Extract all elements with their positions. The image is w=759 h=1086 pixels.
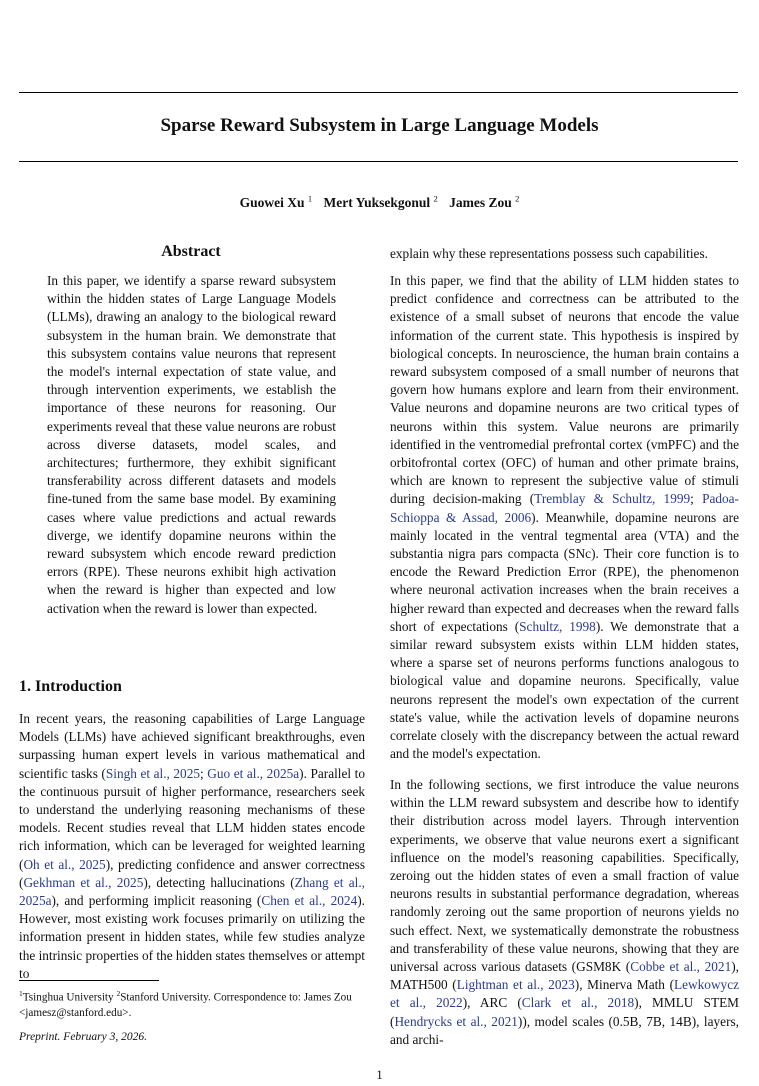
citation-link[interactable]: Padoa-Schioppa & Assad, 2006 bbox=[390, 491, 739, 525]
citation-link[interactable]: Guo et al., 2025a bbox=[207, 765, 300, 781]
citation-link[interactable]: Hendrycks et al., 2021 bbox=[394, 1013, 518, 1029]
abstract-text: In this paper, we identify a sparse reward subsystem within the hidden states of Large Language Models (LLMs), drawing an analogy to the biological reward subsystem in the human brain. We demonstrate that this subsystem contains value neurons that represent the model's internal expectation of state value, and through intervention experiments, we establish the importance of these neurons for reasoning. Our experiments reveal that these value neurons are robust across diverse datasets, model scales, and architectures; furthermore, they exhibit significant transferability across different datasets and models fine-tuned from the same base model. By examining cases where value predictions and actual rewards diverge, we identify dopamine neurons within the reward subsystem which encode reward prediction errors (RPE). These neurons exhibit high activation when the reward is higher than expected and low activation when the reward is lower than expected. bbox=[47, 273, 336, 616]
paper-title: Sparse Reward Subsystem in Large Language Models bbox=[160, 115, 599, 136]
abstract-heading: Abstract bbox=[161, 243, 221, 260]
citation-link[interactable]: Lightman et al., 2023 bbox=[456, 977, 575, 993]
citation-link[interactable]: Gekhman et al., 2025 bbox=[23, 874, 144, 890]
citation-link[interactable]: Lewkowycz et al., 2022 bbox=[390, 977, 739, 1011]
citation-link[interactable]: Chen et al., 2024 bbox=[261, 893, 358, 909]
author-2: Mert Yuksekgonul $^2$ bbox=[323, 193, 438, 210]
citation-link[interactable]: Cobbe et al., 2021 bbox=[630, 959, 732, 975]
citation-link[interactable]: Schultz, 1998 bbox=[519, 618, 596, 634]
introduction-heading: 1. Introduction bbox=[19, 678, 122, 695]
citation-link[interactable]: Zhang et al., 2025a bbox=[19, 874, 365, 909]
introduction-paragraph-2: In this paper, we find that the ability of LLM hidden states to predict confidence and correctness can be attributed to the existence of a small subset of neurons that encode the value information of the current state. This hypothesis is inspired by biological concepts. In neuroscience, the human brain contains a reward subsystem composed of a small number of neurons that govern how humans explore and learn from their environment. Value neurons and dopamine neurons are two critical types of neurons within this system. Value neurons are primarily identified in the ventromedial prefrontal cortex (vmPFC) and the orbitofrontal cortex (OFC) of human and other primate brains, which are known to represent the subjective value of stimuli during decision-making (Tremblay & Schultz, 1999; Padoa-Schioppa & Assad, 2006). Meanwhile, dopamine neurons are mainly located in the ventral tegmental area (VTA) and the substantia nigra pars compacta (SNc). Their core function is to encode the Reward Prediction Error (RPE), the phenomenon where neuronal activation increases when the brain receives a higher reward than expected and decreases when the reward falls short of expectations (Schultz, 1998). We demonstrate that a similar reward subsystem exists within LLM hidden states, where a sparse set of neurons performs functions analogous to biological value and dopamine neurons. Specifically, value neurons represent the model's own expectation of the current state's value, while the activation levels of dopamine neurons correlate closely with the discrepancy between the actual reward and the model's expectation. bbox=[390, 273, 739, 762]
author-3: James Zou $^2$ bbox=[449, 193, 520, 210]
author-1: Guowei Xu $^1$ bbox=[239, 193, 313, 210]
citation-link[interactable]: Tremblay & Schultz, 1999 bbox=[534, 491, 691, 507]
footnote-rule bbox=[19, 980, 159, 981]
author-list bbox=[0, 193, 759, 211]
citation-link[interactable]: Oh et al., 2025 bbox=[23, 856, 106, 872]
preprint-notice: Preprint. February 3, 2026. bbox=[19, 1031, 147, 1043]
affiliation-footnote: $^1$Tsinghua University $^2$Stanford University. Correspondence to: James Zou <jamesz@stanford.edu>. bbox=[19, 989, 352, 1020]
citation-link[interactable]: Singh et al., 2025 bbox=[105, 765, 201, 781]
title-rule-top bbox=[19, 92, 738, 93]
citation-link[interactable]: Clark et al., 2018 bbox=[521, 995, 635, 1011]
introduction-paragraph-3: In the following sections, we first introduce the value neurons within the LLM reward subsystem and describe how to identify their distribution across model layers. Through intervention experiments, we observe that value neurons exert a significant influence on the model's reasoning capabilities. Specifically, zeroing out the hidden states of even a small fraction of value neurons results in substantial performance degradation, whereas randomly zeroing out the same proportion of neurons yields no such effect. Next, we systematically demonstrate the robustness and transferability of these value neurons, showing that they are universal across various datasets (GSM8K (Cobbe et al., 2021), MATH500 (Lightman et al., 2023), Minerva Math (Lewkowycz et al., 2022), ARC (Clark et al., 2018), MMLU STEM (Hendrycks et al., 2021)), model scales (0.5B, 7B, 14B), layers, and archi- bbox=[390, 777, 740, 1047]
title-rule-bottom bbox=[19, 161, 738, 162]
introduction-continuation: explain why these representations possess such capabilities. bbox=[390, 246, 708, 261]
page-number: 1 bbox=[376, 1067, 383, 1082]
introduction-paragraph-1: In recent years, the reasoning capabilities of Large Language Models (LLMs) have achieved significant breakthroughs, even surpassing human expert levels in various mathematical and scientific tasks (Singh et al., 2025; Guo et al., 2025a). Parallel to the continuous pursuit of higher performance, researchers seek to understand the underlying reasoning mechanisms of these models. Recent studies reveal that LLM hidden states encode rich information, which can be leveraged for weighted learning (Oh et al., 2025), predicting confidence and answer correctness (Gekhman et al., 2025), detecting hallucinations (Zhang et al., 2025a), and performing implicit reasoning (Chen et al., 2024). However, most existing work focuses primarily on utilizing the information present in hidden states, while few studies analyze the intrinsic properties of the hidden states themselves or attempt to bbox=[19, 711, 365, 981]
